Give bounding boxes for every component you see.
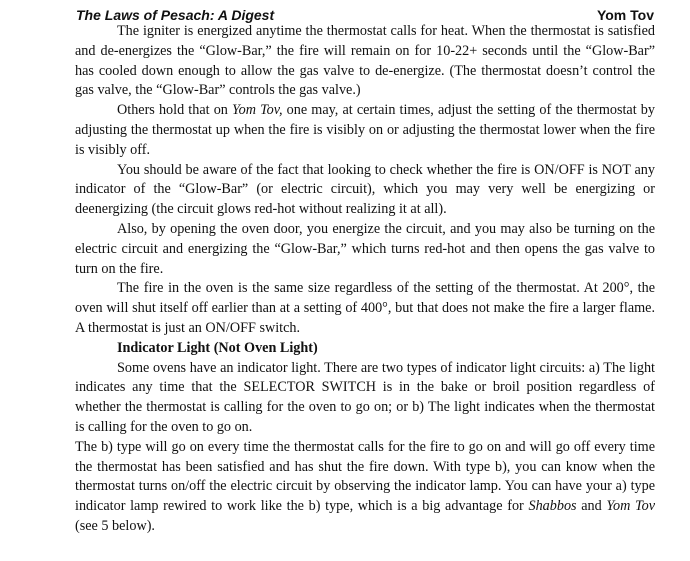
emphasis-yom-tov: Yom Tov, — [232, 102, 283, 119]
body-text — [75, 22, 655, 537]
paragraph-fire-size: The fire in the oven is the same size regardless of the setting of the thermostat. At 200°, the oven will shut itself off earlier than at a setting of 400°, but that does not make the fire a larger flame. A thermostat is just an ON/OFF switch. — [75, 280, 655, 336]
paragraph-indicator-types: Some ovens have an indicator light. There are two types of indicator light circuits: a) The light indicates any time that the SELECTOR SWITCH is in the bake or broil position regardless of whether the thermostat is calling for the oven to go on; or b) The light indicates when the thermostat is calling for the oven to go on. — [75, 359, 655, 435]
paragraph-aware: You should be aware of the fact that looking to check whether the fire is ON/OFF is NOT any indicator of the “Glow-Bar” (or electric circuit), which you may very well be energizing or deenergizing (the circuit glows red-hot without realizing it at all). — [75, 161, 655, 218]
section-heading: Indicator Light (Not Oven Light) — [117, 339, 318, 356]
section-title: Yom Tov — [596, 7, 654, 23]
book-title: The Laws of Pesach: A Digest — [76, 7, 275, 23]
text-run: (see 5 below). — [75, 517, 155, 534]
text-run: and — [576, 498, 607, 515]
paragraph-igniter: The igniter is energized anytime the thermostat calls for heat. When the thermostat is satisfied and de-energizes the “Glow-Bar,” the fire will remain on for 10-22+ seconds until the “Glow-Bar” has cooled down enough to allow the gas valve to de-energize. (The thermostat doesn’t control the gas valve, the “Glow-Bar” controls the gas valve.) — [75, 23, 655, 99]
text-run: The b) type will go on every time the thermostat calls for the fire to go on and will go off every time the thermostat has been satisfied and has shut the fire down. With type b), you can know when the thermostat turns on/off the electric circuit by observing the indicator lamp. You can have your a) type indicator lamp rewired to work like the b) type, which is a big advantage for — [75, 438, 655, 515]
text-run: one may, at certain times, adjust the setting of the thermostat by adjusting the thermostat up when the fire is visibly on or adjusting the thermostat lower when the fire is visibly off. — [75, 102, 655, 158]
paragraph-type-b — [75, 438, 655, 537]
emphasis-yom-tov: Yom Tov — [606, 498, 655, 515]
paragraph-oven-door: Also, by opening the oven door, you energize the circuit, and you may also be turning on the electric circuit and energizing the “Glow-Bar,” which turns red-hot and then opens the gas valve to turn on the fire. — [75, 220, 655, 277]
paragraph-others-hold — [75, 101, 655, 160]
emphasis-shabbos: Shabbos — [528, 498, 577, 515]
text-run: Others hold that on — [117, 102, 233, 119]
